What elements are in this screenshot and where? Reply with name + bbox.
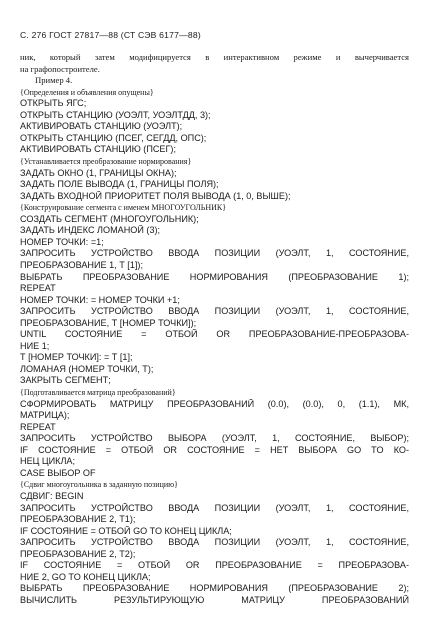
text-line: на графопостроителе.	[20, 63, 100, 74]
text-line: СДВИГ: BEGIN	[20, 490, 84, 501]
text-line: ОТКРЫТЬ СТАНЦИЮ (ПСЕГ, СЕГДД, ОПС);	[20, 132, 207, 143]
text-line: ПРЕОБРАЗОВАНИЕ 1, Т [1]);	[20, 259, 143, 270]
text-line: IF СОСТОЯНИЕ = ОТБОЙ OR ПРЕОБРАЗОВАНИЕ = ПРЕОБРАЗОВА-	[20, 560, 409, 571]
text-line: ЗАДАТЬ ОКНО (1, ГРАНИЦЫ ОКНА);	[20, 167, 177, 178]
comment-line: {Определения и объявления опущены}	[20, 87, 154, 97]
text-line: АКТИВИРОВАТЬ СТАНЦИЮ (ПСЕГ);	[20, 144, 176, 155]
text-line: ЗАДАТЬ ПОЛЕ ВЫВОДА (1, ГРАНИЦЫ ПОЛЯ);	[20, 179, 219, 190]
text-line: ПРЕОБРАЗОВАНИЕ 2, Т1);	[20, 514, 136, 524]
text-line: ПРЕОБРАЗОВАНИЕ, Т [НОМЕР ТОЧКИ]);	[20, 317, 197, 328]
text-line: ЗАПРОСИТЬ УСТРОЙСТВО ВВОДА ПОЗИЦИИ (УОЭЛТ, 1, СОСТОЯНИЕ,	[20, 537, 409, 548]
comment-line: {Сдвиг многоугольника в заданную позицию}	[20, 480, 178, 490]
text-line: ОТКРЫТЬ ЯГС;	[20, 98, 87, 109]
comment-line: {Устанавливается преобразование нормирования}	[20, 156, 192, 166]
text-line: ОТКРЫТЬ СТАНЦИЮ (УОЭЛТ, УОЭЛТДД, 3);	[20, 109, 211, 120]
text-line: НИЕ 1;	[20, 340, 50, 351]
text-line: НОМЕР ТОЧКИ: = НОМЕР ТОЧКИ +1;	[20, 294, 180, 305]
text-line: ЗАДАТЬ ИНДЕКС ЛОМАНОЙ (3);	[20, 225, 161, 236]
text-line: НИЕ 2, GO TO КОНЕЦ ЦИКЛА;	[20, 571, 151, 582]
text-line: ЗАДАТЬ ВХОДНОЙ ПРИОРИТЕТ ПОЛЯ ВЫВОДА (1, 0, ВЫШЕ);	[20, 190, 291, 201]
text-line: REPEAT	[20, 283, 56, 293]
text-line: IF СОСТОЯНИЕ = ОТБОЙ GO TO КОНЕЦ ЦИКЛА;	[20, 525, 232, 536]
comment-line: {Подготавливается матрица преобразований}	[20, 388, 176, 397]
text-line: CASE ВЫБОР OF	[20, 467, 96, 478]
text-line: МАТРИЦА);	[20, 410, 70, 421]
text-line: ВЫЧИСЛИТЬ РЕЗУЛЬТИРУЮЩУЮ МАТРИЦУ ПРЕОБРАЗОВАНИЙ	[20, 594, 409, 605]
text-line: ВЫБРАТЬ ПРЕОБРАЗОВАНИЕ НОРМИРОВАНИЯ (ПРЕОБРАЗОВАНИЕ 2);	[20, 583, 409, 594]
text-line: НОМЕР ТОЧКИ: =1;	[20, 236, 104, 247]
text-line: UNTIL СОСТОЯНИЕ = ОТБОЙ OR ПРЕОБРАЗОВАНИЕ-ПРЕОБРАЗОВА-	[20, 329, 409, 340]
text-line: Т [НОМЕР ТОЧКИ]: = Т [1];	[20, 352, 133, 363]
text-line: АКТИВИРОВАТЬ СТАНЦИЮ (УОЭЛТ);	[20, 121, 183, 132]
text-line: СОЗДАТЬ СЕГМЕНТ (МНОГОУГОЛЬНИК);	[20, 213, 199, 224]
text-line: ЗАКРЫТЬ СЕГМЕНТ;	[20, 375, 111, 386]
text-line: ПРЕОБРАЗОВАНИЕ 2, Т2);	[20, 548, 136, 559]
text-line: ЗАПРОСИТЬ УСТРОЙСТВО ВЫБОРА (УОЭЛТ, 1, СОСТОЯНИЕ, ВЫБОР);	[20, 433, 409, 444]
text-line: IF СОСТОЯНИЕ = ОТБОЙ OR СОСТОЯНИЕ = НЕТ ВЫБОРА GO TO КО-	[20, 444, 409, 455]
text-line: ЛОМАНАЯ (НОМЕР ТОЧКИ, Т);	[20, 363, 154, 374]
text-line: ВЫБРАТЬ ПРЕОБРАЗОВАНИЕ НОРМИРОВАНИЯ (ПРЕОБРАЗОВАНИЕ 1);	[20, 271, 409, 282]
text-line: ЗАПРОСИТЬ УСТРОЙСТВО ВВОДА ПОЗИЦИИ (УОЭЛТ, 1, СОСТОЯНИЕ,	[20, 248, 409, 259]
text-line: REPEAT	[20, 421, 56, 432]
page-header: С. 276 ГОСТ 27817—88 (СТ СЭВ 6177—88)	[20, 30, 201, 40]
text-line: ЗАПРОСИТЬ УСТРОЙСТВО ВВОДА ПОЗИЦИИ (УОЭЛТ, 1, СОСТОЯНИЕ,	[20, 502, 409, 513]
text-line: Пример 4.	[35, 75, 73, 86]
text-line: НЕЦ ЦИКЛА;	[20, 456, 76, 467]
text-line: ЗАПРОСИТЬ УСТРОЙСТВО ВВОДА ПОЗИЦИИ (УОЭЛТ, 1, СОСТОЯНИЕ,	[20, 306, 409, 317]
comment-line: {Конструирование сегмента с именем МНОГОУГОЛЬНИК}	[20, 203, 227, 213]
text-line: СФОРМИРОВАТЬ МАТРИЦУ ПРЕОБРАЗОВАНИЙ (0.0), (0.0), 0, (1.1), МК,	[20, 398, 409, 409]
text-line: ник, который затем модифицируется в интерактивном режиме и вычерчивается	[20, 52, 409, 62]
